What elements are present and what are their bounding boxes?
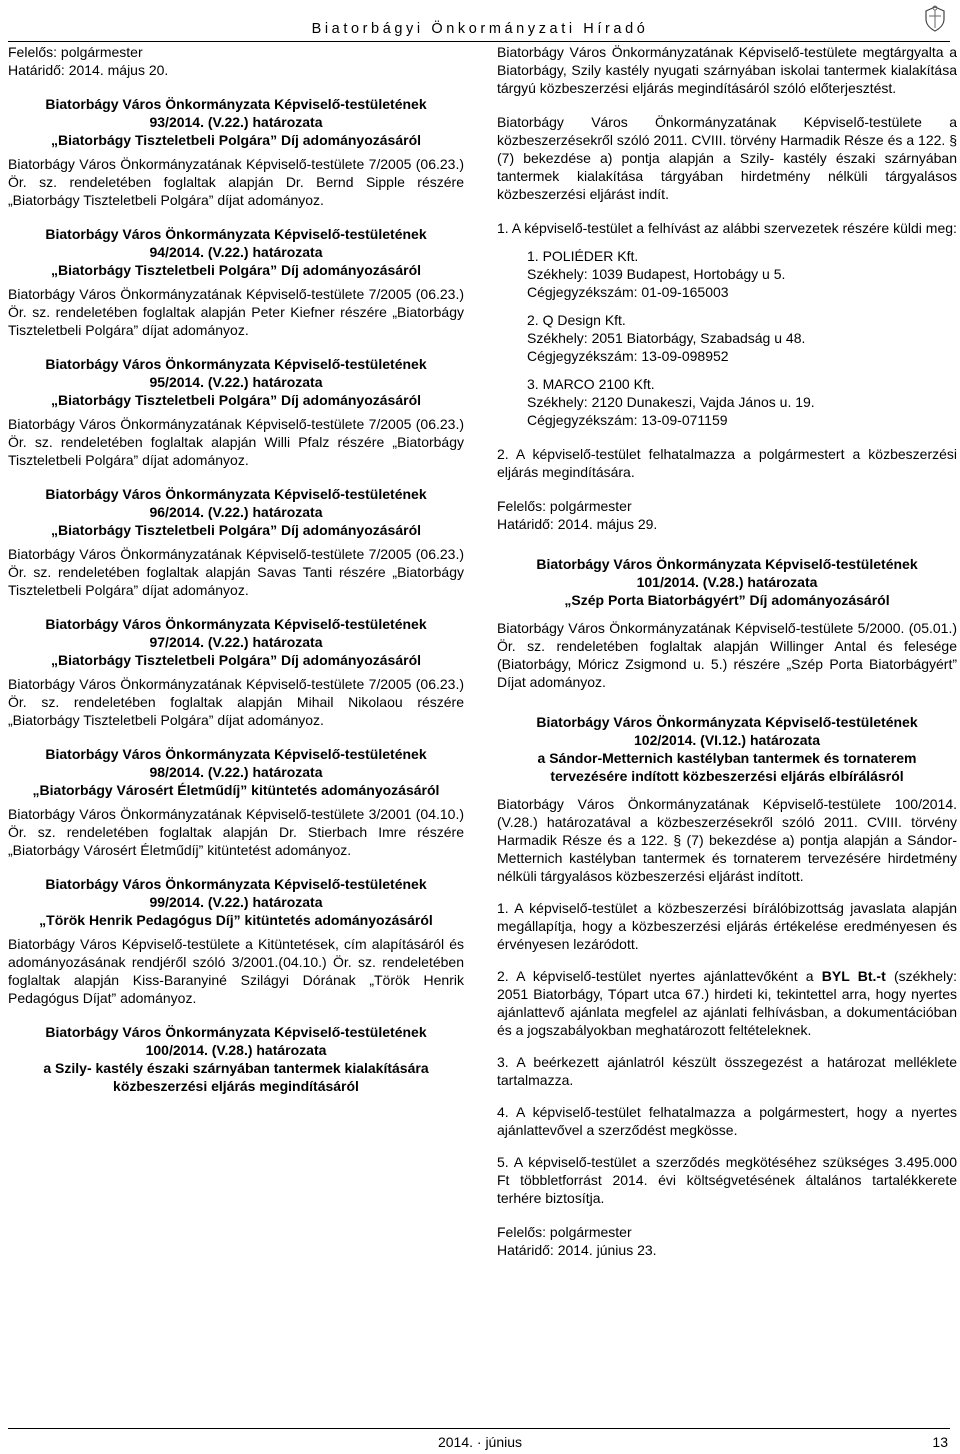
resolution-body: Biatorbágy Város Önkormányzatának Képviselő-testülete 7/2005 (06.23.) Ör. sz. rendeletében foglaltak alapján Peter Kiefner részére „Biatorbágy Tiszteletbeli Polgára” díjat adományoz. [8, 286, 464, 338]
resolution-93 [8, 95, 464, 209]
point-3: 3. A beérkezett ajánlatról készült összegezést a határozat melléklete tartalmazza. [497, 1054, 957, 1088]
firm-entry [527, 247, 957, 301]
responsibility-block [8, 43, 464, 79]
resolution-title: Biatorbágy Város Önkormányzata Képviselő-testületének 99/2014. (V.22.) határozata „Török Henrik Pedagógus Díj” kitüntetés adományozásáról [39, 876, 433, 928]
footer-date: 2014. · június [437, 1434, 523, 1450]
resolution-body: Biatorbágy Város Önkormányzatának Képviselő-testülete 7/2005 (06.23.) Ör. sz. rendeletében foglaltak alapján Dr. Bernd Sipple részére „Biatorbágy Tiszteletbeli Polgára” díjat adományoz. [8, 156, 464, 208]
resolution-96 [8, 485, 464, 599]
point-5: 5. A képviselő-testület a szerződés megkötéséhez szükséges 3.495.000 Ft többletforrást 2014. évi költségvetésének általános tartalékkerete terhére biztosítja. [497, 1154, 957, 1206]
winner-name: BYL Bt.-t [821, 968, 886, 984]
resolution-body: Biatorbágy Város Önkormányzatának Képviselő-testülete 7/2005 (06.23.) Ör. sz. rendeletében foglaltak alapján Willi Pfalz részére „Biatorbágy Tiszteletbeli Polgára” díjat adományoz. [8, 416, 464, 468]
responsible-line: Felelős: polgármester [497, 498, 632, 514]
resolution-94 [8, 225, 464, 339]
resolution-body: Biatorbágy Város Önkormányzatának Képviselő-testülete 100/2014. (V.28.) határozatával a közbeszerzésekről szóló 2011. CVIII. törvény Harmadik Része és a 122. § (7) bekezdése a) pontja alapján a Sándor-Metternich kastélyban tantermek és tornaterem tervezésére hirdetmény nélküli tárgyalásos közbeszerzési eljárást indított. [497, 796, 957, 884]
resolution-99 [8, 875, 464, 1007]
header-divider [8, 41, 950, 42]
footer-divider [8, 1428, 950, 1429]
responsible-line: Felelős: polgármester [497, 1224, 632, 1240]
firm-seat: Székhely: 2120 Dunakeszi, Vajda János u. 19. [527, 394, 815, 410]
firm-registration: Cégjegyzékszám: 13-09-098952 [527, 348, 729, 364]
resolution-102 [497, 713, 957, 1207]
deadline-line: Határidő: 2014. május 29. [497, 516, 658, 532]
left-column [8, 43, 464, 1111]
firm-name: 2. Q Design Kft. [527, 312, 626, 328]
deadline-line: Határidő: 2014. június 23. [497, 1242, 657, 1258]
resolution-title: Biatorbágy Város Önkormányzata Képviselő-testületének 97/2014. (V.22.) határozata „Biatorbágy Tiszteletbeli Polgára” Díj adományozásáról [45, 616, 427, 668]
point-2: 2. A képviselő-testület felhatalmazza a polgármestert a közbeszerzési eljárás megindítására. [497, 446, 957, 480]
resolution-body: Biatorbágy Város Önkormányzatának Képviselő-testülete 7/2005 (06.23.) Ör. sz. rendeletében foglaltak alapján Mihail Nikolaou részére „Biatorbágy Tiszteletbeli Polgára” díjat adományoz. [8, 676, 464, 728]
publication-title: Biatorbágyi Önkormányzati Híradó [311, 21, 649, 37]
responsibility-block [497, 1223, 957, 1259]
resolution-body: Biatorbágy Város Képviselő-testülete a Kitüntetések, cím alapításáról és adományozásának rendjéről szóló 3/2001.(04.10.) Ör. sz. rendeletében foglaltak alapján Kiss-Baranyiné Szilágyi Dórának „Török Henrik Pedagógus Díjat” adományoz. [8, 936, 464, 1006]
invitation-list [497, 219, 957, 429]
point-1: 1. A képviselő-testület a közbeszerzési bírálóbizottság javaslata alapján megállapítja, hogy a közbeszerzési eljárás értékelése eredményesen és érvényesen lezáródott. [497, 900, 957, 952]
right-column [497, 43, 957, 1275]
resolution-body: Biatorbágy Város Önkormányzatának Képviselő-testülete 3/2001 (04.10.) Ör. sz. rendeletében foglaltak alapján Dr. Stierbach Imre részére „Biatorbágy Városért Életműdíj” kitüntetést adományoz. [8, 806, 464, 858]
intro-paragraph: Biatorbágy Város Önkormányzatának Képviselő-testülete megtárgyalta a Biatorbágy, Szily kastély nyugati szárnyában iskolai tantermek kialakítása tárgyú közbeszerzési eljárás megindításáról szóló előterjesztést. [497, 44, 957, 96]
resolution-body: Biatorbágy Város Önkormányzatának Képviselő-testülete 7/2005 (06.23.) Ör. sz. rendeletében foglaltak alapján Savas Tanti részére „Biatorbágy Tiszteletbeli Polgára” díjat adományoz. [8, 546, 464, 598]
point-2: 2. A képviselő-testület nyertes ajánlattevőként a BYL Bt.-t (székhely: 2051 Biatorbágy, Tópart utca 67.) hirdeti ki, tekintettel arra, hogy nyertes ajánlattevő ajánlata megfelel az ajánlati felhívásban, a dokumentációban és a jogszabályokban meghatározott feltételeknek. [497, 968, 957, 1038]
coat-of-arms-icon [920, 4, 950, 34]
resolution-title: Biatorbágy Város Önkormányzata Képviselő-testületének 98/2014. (V.22.) határozata „Biatorbágy Városért Életműdíj” kitüntetés adományozásáról [32, 746, 440, 798]
resolution-title: Biatorbágy Város Önkormányzata Képviselő-testületének 102/2014. (VI.12.) határozata a Sándor-Metternich kastélyban tantermek és tornaterem tervezésére indított közbeszerzési eljárás elbírálásról [536, 714, 918, 784]
firm-registration: Cégjegyzékszám: 13-09-071159 [527, 412, 728, 428]
point-4: 4. A képviselő-testület felhatalmazza a polgármestert, hogy a nyertes ajánlattevővel a szerződést megkösse. [497, 1104, 957, 1138]
resolution-title: Biatorbágy Város Önkormányzata Képviselő-testületének 94/2014. (V.22.) határozata „Biatorbágy Tiszteletbeli Polgára” Díj adományozásáról [45, 226, 427, 278]
page-number: 13 [932, 1434, 948, 1450]
resolution-title: Biatorbágy Város Önkormányzata Képviselő-testületének 96/2014. (V.22.) határozata „Biatorbágy Tiszteletbeli Polgára” Díj adományozásáról [45, 486, 427, 538]
resolution-title: Biatorbágy Város Önkormányzata Képviselő-testületének 95/2014. (V.22.) határozata „Biatorbágy Tiszteletbeli Polgára” Díj adományozásáról [45, 356, 427, 408]
firm-registration: Cégjegyzékszám: 01-09-165003 [527, 284, 729, 300]
firm-seat: Székhely: 1039 Budapest, Hortobágy u 5. [527, 266, 786, 282]
firm-seat: Székhely: 2051 Biatorbágy, Szabadság u 48. [527, 330, 806, 346]
resolution-95 [8, 355, 464, 469]
firm-name: 1. POLIÉDER Kft. [527, 248, 639, 264]
resolution-100 [8, 1023, 464, 1095]
resolution-title: Biatorbágy Város Önkormányzata Képviselő-testületének 100/2014. (V.28.) határozata a Szily- kastély északi szárnyában tantermek kialakítására közbeszerzési eljárás megindításáról [43, 1024, 429, 1094]
resolution-97 [8, 615, 464, 729]
resolution-101 [497, 555, 957, 691]
firm-entry [527, 311, 957, 365]
resolution-98 [8, 745, 464, 859]
firm-entry [527, 375, 957, 429]
responsible-line: Felelős: polgármester [8, 44, 143, 60]
resolution-body: Biatorbágy Város Önkormányzatának Képviselő-testülete 5/2000. (05.01.) Ör. sz. rendeletében foglaltak alapján Willinger Antal és felesége (Biatorbágy, Móricz Zsigmond u. 5.) részére „Szép Porta Biatorbágyért” Díjat adományoz. [497, 620, 957, 690]
responsibility-block [497, 497, 957, 533]
law-paragraph: Biatorbágy Város Önkormányzatának Képviselő-testülete a közbeszerzésekről szóló 2011. CVIII. törvény Harmadik Része és a 122. § (7) bekezdése a) pontja alapján a Szily- kastély északi szárnyában tantermek kialakítása tárgyában hirdetmény nélküli tárgyalásos közbeszerzési eljárást indít. [497, 114, 957, 202]
point-1: 1. A képviselő-testület a felhívást az alábbi szervezetek részére küldi meg: [497, 220, 957, 236]
resolution-title: Biatorbágy Város Önkormányzata Képviselő-testületének 93/2014. (V.22.) határozata „Biatorbágy Tiszteletbeli Polgára” Díj adományozásáról [45, 96, 427, 148]
deadline-line: Határidő: 2014. május 20. [8, 62, 169, 78]
firm-name: 3. MARCO 2100 Kft. [527, 376, 655, 392]
resolution-title: Biatorbágy Város Önkormányzata Képviselő-testületének 101/2014. (V.28.) határozata „Szép Porta Biatorbágyért” Díj adományozásáról [536, 556, 918, 608]
